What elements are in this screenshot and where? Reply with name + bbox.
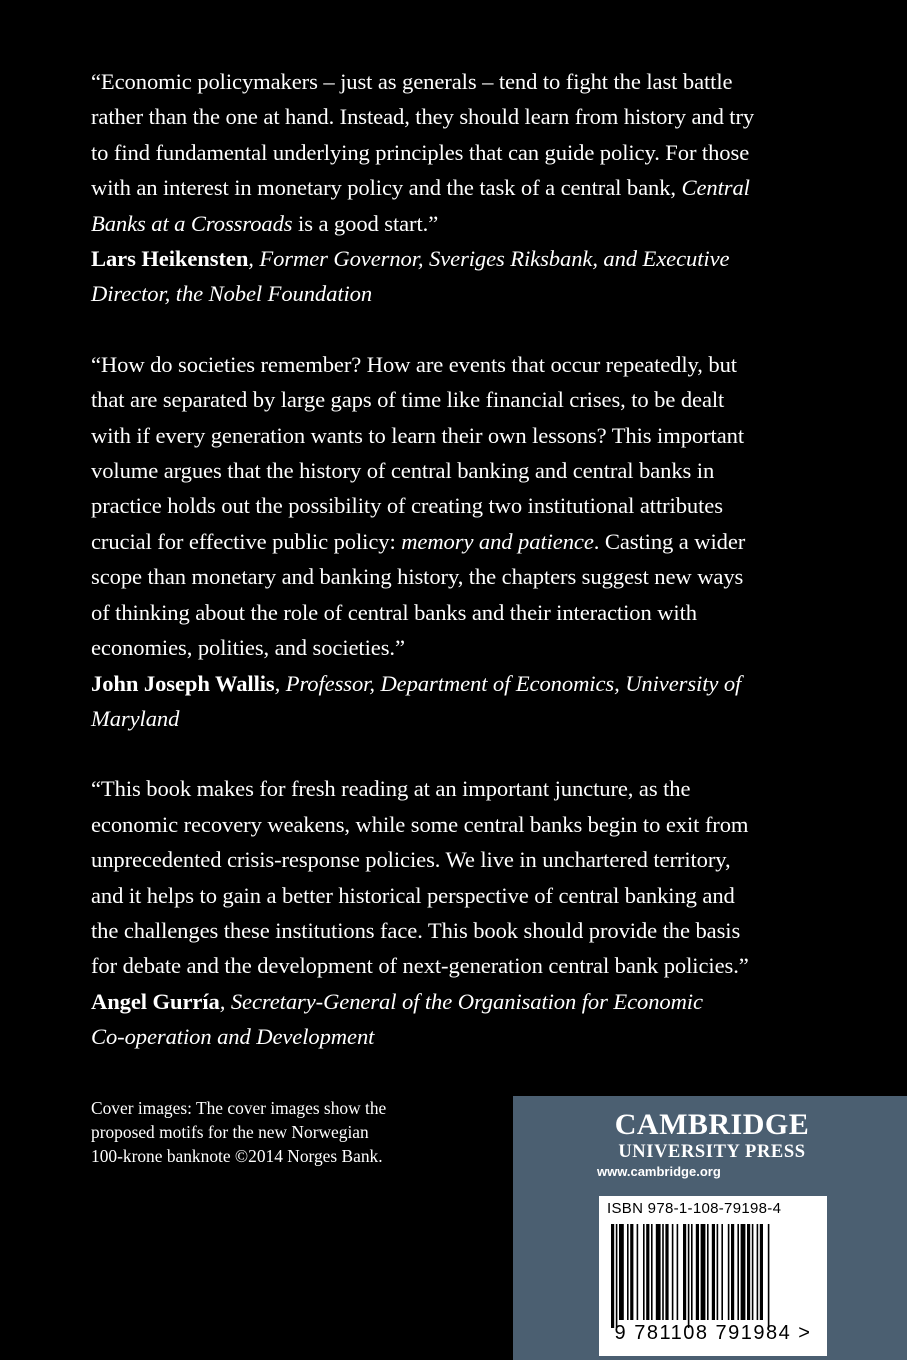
quote-line: “Economic policymakers – just as generals – tend to fight the last battle — [91, 69, 733, 94]
barcode-bar — [656, 1224, 661, 1320]
endorsement-wallis — [91, 347, 791, 736]
quote-line: “How do societies remember? How are events that occur repeatedly, but — [91, 351, 737, 377]
barcode-bar — [616, 1224, 618, 1328]
barcode-bar — [707, 1224, 709, 1320]
barcode-bar — [731, 1224, 734, 1320]
attribution — [91, 241, 791, 276]
barcode-bar — [672, 1224, 674, 1320]
spacer — [91, 736, 791, 771]
quote-line: the challenges these institutions face. This book should provide the basis — [91, 917, 741, 943]
credit-line: proposed motifs for the new Norwegian — [91, 1122, 369, 1142]
quote-line: with an interest in monetary policy and the task of a central bank, Central — [91, 175, 750, 201]
quote-line: crucial for effective public policy: memory and patience. Casting a wider — [91, 528, 746, 554]
author-role: Director, the Nobel Foundation — [91, 281, 373, 307]
quote-line: “This book makes for fresh reading at an important juncture, as the — [91, 776, 691, 802]
quote-line: economic recovery weakens, while some central banks begin to exit from — [91, 811, 749, 837]
barcode-bar — [646, 1224, 649, 1320]
author-name: John Joseph Wallis — [91, 670, 275, 696]
cover-image-credits — [91, 1096, 431, 1168]
barcode-bar — [637, 1224, 639, 1320]
quote-line: economies, polities, and societies.” — [91, 635, 405, 661]
attribution — [91, 1019, 791, 1054]
spacer — [91, 312, 791, 347]
author-name: Lars Heikensten — [91, 246, 249, 272]
barcode-bar — [721, 1224, 723, 1320]
quote-line: to find fundamental underlying principles that can guide policy. For those — [91, 139, 750, 165]
isbn-barcode — [599, 1196, 827, 1356]
publisher-name: CAMBRIDGE — [614, 1108, 810, 1141]
barcode-bar — [691, 1224, 693, 1320]
barcode-bar — [665, 1224, 668, 1320]
barcode-bar — [683, 1224, 686, 1320]
quote-line: of thinking about the role of central banks and their interaction with — [91, 599, 697, 625]
book-title: Central — [681, 175, 750, 201]
barcode-bar — [741, 1224, 746, 1320]
author-role: Maryland — [91, 705, 180, 731]
barcode-bar — [752, 1224, 754, 1320]
barcode-bar — [688, 1224, 690, 1328]
barcode-bar — [757, 1224, 759, 1320]
barcode-bar — [747, 1224, 750, 1320]
barcode-bar — [737, 1224, 739, 1320]
author-role: Co-operation and Development — [91, 1024, 375, 1050]
barcode-bar — [627, 1224, 629, 1320]
publisher-url: www.cambridge.org — [597, 1164, 721, 1179]
barcode-bar — [696, 1224, 699, 1320]
barcode-bar — [611, 1224, 614, 1328]
publisher-panel — [513, 1096, 907, 1360]
barcode-bar — [619, 1224, 624, 1320]
quote-line: and it helps to gain a better historical perspective of central banking and — [91, 882, 735, 908]
barcode-digits: 9 781108 791984 > — [614, 1322, 812, 1344]
attribution — [91, 276, 791, 311]
barcode-bar — [712, 1224, 715, 1320]
barcode-bar — [760, 1224, 763, 1320]
quote-line: for debate and the development of next-generation central bank policies.” — [91, 953, 749, 979]
author-role: , Former Governor, Sveriges Riksbank, and Executive — [248, 246, 730, 272]
barcode-bar — [728, 1224, 730, 1320]
author-name: Angel Gurría — [91, 988, 220, 1014]
book-title: Banks at a Crossroads — [91, 210, 293, 236]
publisher-subname: UNIVERSITY PRESS — [618, 1142, 806, 1162]
quote-line: rather than the one at hand. Instead, they should learn from history and try — [91, 104, 755, 130]
attribution — [91, 666, 791, 701]
barcode-bar — [643, 1224, 645, 1320]
author-role: , Secretary-General of the Organisation for Economic — [219, 988, 703, 1014]
quote-line: volume argues that the history of central banking and central banks in — [91, 458, 715, 484]
quote-line: Banks at a Crossroads is a good start.” — [91, 210, 439, 236]
barcode-bar — [717, 1224, 719, 1320]
quote-line: scope than monetary and banking history, the chapters suggest new ways — [91, 564, 744, 590]
quote-line: that are separated by large gaps of time like financial crises, to be dealt — [91, 387, 725, 413]
barcode-bar — [768, 1224, 770, 1328]
barcode-bar — [630, 1224, 633, 1320]
barcode-bar — [677, 1224, 679, 1320]
endorsements — [91, 64, 791, 1055]
credit-line: 100-krone banknote ©2014 Norges Bank. — [91, 1146, 383, 1166]
publisher-logo — [597, 1108, 827, 1182]
endorsement-gurria — [91, 771, 791, 1054]
quote-line: unprecedented crisis-response policies. We live in unchartered territory, — [91, 847, 731, 873]
attribution — [91, 984, 791, 1019]
isbn-label: ISBN 978-1-108-79198-4 — [607, 1200, 782, 1217]
credit-line: Cover images: The cover images show the — [91, 1098, 387, 1118]
quote-line: with if every generation wants to learn their own lessons? This important — [91, 422, 744, 448]
barcode-bar — [701, 1224, 706, 1320]
quote-line: practice holds out the possibility of creating two institutional attributes — [91, 493, 723, 519]
barcode-bar — [662, 1224, 664, 1320]
attribution — [91, 701, 791, 736]
barcode-bar — [651, 1224, 653, 1320]
endorsement-heikensten — [91, 64, 791, 312]
author-role: , Professor, Department of Economics, University of — [274, 670, 742, 696]
